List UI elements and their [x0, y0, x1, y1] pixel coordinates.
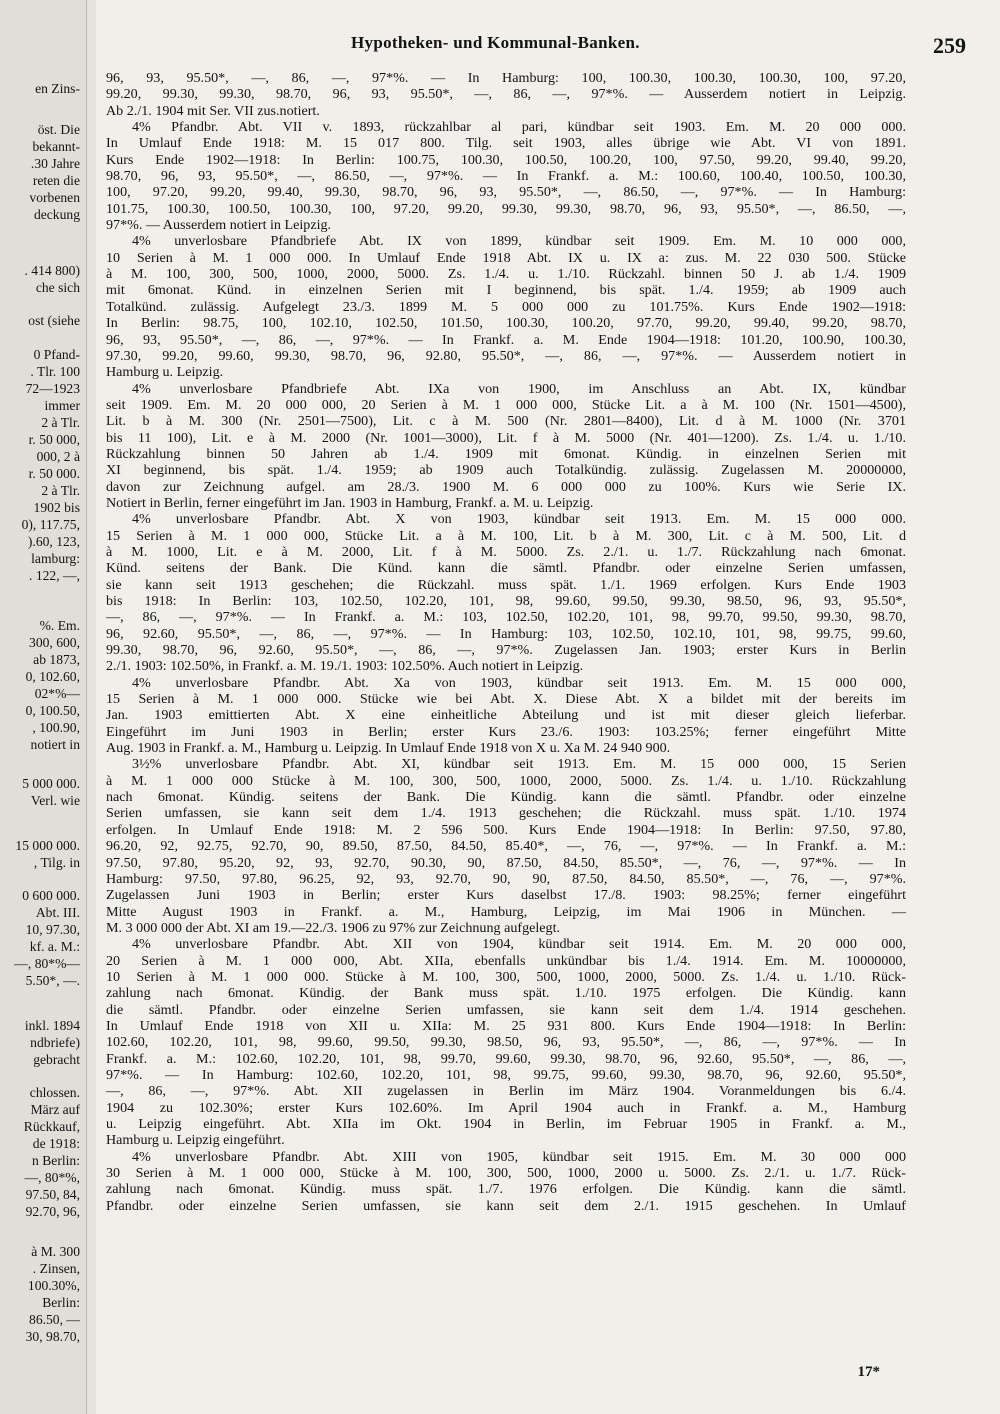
adjacent-page-edge [0, 0, 87, 1414]
text-line: 4% unverlosbare Pfandbr. Abt. XII von 1904, kündbar seit 1914. Em. M. 20 000 000, [132, 936, 906, 953]
text-line: 98.70, 96, 93, 95.50*, —, 86.50, —, 97*%. — In Frankf. a. M.: 100.60, 100.40, 100.50, 100.30, [106, 168, 906, 185]
margin-fragment: gebracht [33, 1052, 80, 1067]
margin-fragment: de 1918: [32, 1136, 80, 1151]
margin-fragment: 02*%— [34, 686, 80, 701]
text-line: 4% unverlosbare Pfandbr. Abt. Xa von 1903, kündbar seit 1913. Em. M. 15 000 000, [132, 674, 906, 691]
margin-fragment: Rückkauf, [23, 1119, 80, 1134]
margin-fragment: Berlin: [42, 1295, 80, 1310]
margin-fragment: 72—1923 [25, 381, 80, 396]
text-line: 97.30, 99.20, 99.60, 99.30, 98.70, 96, 92.80, 95.50*, —, 86, —, 97*%. — Ausserdem notiert in [106, 347, 906, 364]
margin-fragment: öst. Die [37, 122, 80, 137]
text-line: 96, 93, 95.50*, —, 86, —, 97*%. — In Hamburg: 100, 100.30, 100.30, 100.30, 100, 97.20, [106, 70, 906, 86]
margin-fragment: 5 000 000. [22, 776, 80, 791]
margin-fragment: en Zins- [35, 81, 80, 96]
text-line: 30 Serien à M. 1 000 000, Stücke à M. 100, 300, 500, 1000, 2000 u. 5000. Zs. 2./1. u. 1./7. Rück- [106, 1165, 906, 1182]
text-line: bis 11 100), Lit. e à M. 2000 (Nr. 1001—3000), Lit. f à M. 5000 (Nr. 401—1200). Zs. 1./4. u. 1./10. [106, 429, 906, 446]
text-line: 15 Serien à M. 1 000 000. Stücke wie bei Abt. X. Diese Abt. X a bildet mit der bereits im [106, 691, 906, 708]
text-line: 4% unverlosbare Pfandbr. Abt. X von 1903, kündbar seit 1913. Em. M. 15 000 000. [132, 511, 906, 528]
page-header [96, 33, 976, 59]
margin-fragment: reten die [32, 173, 80, 188]
text-line: erfolgen. In Umlauf Ende 1918: M. 2 596 500. Kurs Ende 1904—1918: In Berlin: 97.50, 97.80, [106, 821, 906, 838]
text-line: In Berlin: 98.75, 100, 102.10, 102.50, 101.50, 100.30, 100.20, 97.70, 99.20, 99.40, 99.20, 98.70, [106, 315, 906, 332]
margin-fragment: 0, 102.60, [25, 669, 80, 684]
text-line: zahlung nach 6monat. Kündig. muss spät. 1./7. 1976 erfolgen. Die Kündig. kann die sämtl. [106, 1181, 906, 1198]
margin-fragment: 5.50*, —. [25, 973, 80, 988]
margin-fragment: —, 80*%, [24, 1170, 80, 1185]
margin-fragment: 1902 bis [33, 500, 80, 515]
text-line: Ab 2./1. 1904 mit Ser. VII zus.notiert. [106, 102, 320, 119]
margin-fragment: 15 000 000. [15, 838, 80, 853]
margin-fragment: —, 80*%— [14, 956, 80, 971]
text-line: 99.20, 99.30, 99.30, 98.70, 96, 93, 95.50*, —, 86, —, 97*%. — Ausserdem notiert in Leipzig. [106, 86, 906, 103]
text-line: Künd. seitens der Bank. Die Künd. kann die sämtl. Pfandbr. oder einzelne Serien umfassen, [106, 560, 906, 577]
text-line: seit 1909. Em. M. 20 000 000, 20 Serien à M. 1 000 000, Stücke Lit. a à M. 100 (Nr. 1501—4500), [106, 396, 906, 413]
text-line: 1904 zu 102.30%; erster Kurs 102.60%. Im April 1904 auch in Frankf. a. M., Hamburg [106, 1099, 906, 1116]
text-line: 101.75, 100.30, 100.50, 100.30, 100, 97.20, 99.20, 99.30, 99.30, 98.70, 96, 93, 95.50*, —, 86.50, —, [106, 200, 906, 217]
margin-fragment: ab 1873, [33, 652, 80, 667]
text-line: M. 3 000 000 der Abt. XI am 19.—22./3. 1906 zu 97% zur Zeichnung aufgelegt. [106, 919, 561, 936]
margin-fragment: n Berlin: [32, 1153, 80, 1168]
text-line: 96.20, 92, 92.75, 92.70, 90, 89.50, 87.50, 84.50, 85.40*, —, 76, —, 97*%. — In Frankf. a. M.: [106, 838, 906, 855]
running-title: Hypotheken- und Kommunal-Banken. [351, 33, 640, 52]
margin-fragment: 0, 100.50, [25, 703, 80, 718]
margin-fragment: 000, 2 à [36, 449, 80, 464]
text-line: 4% unverlosbare Pfandbr. Abt. XIII von 1905, kündbar seit 1915. Em. M. 30 000 000 [132, 1148, 906, 1165]
text-line: Hamburg: 97.50, 97.80, 96.25, 92, 93, 92.70, 90, 90, 87.50, 84.50, 85.50*, —, 76, —, 97*%. [106, 870, 906, 887]
margin-fragment: chlossen. [29, 1085, 80, 1100]
text-line: —, 86, —, 97*%. Abt. XII zugelassen in Berlin im März 1904. Voranmeldungen bis 6./4. [106, 1083, 906, 1100]
text-line: Zugelassen Juni 1903 in Berlin; erster Kurs daselbst 17./8. 1903: 98.25%; ferner eingeführt [106, 887, 906, 904]
margin-fragment: . Zinsen, [32, 1261, 80, 1276]
margin-fragment: 10, 97.30, [25, 922, 80, 937]
margin-fragment: deckung [33, 207, 80, 222]
text-line: zahlung nach 6monat. Kündig. der Bank muss spät. 1./10. 1975 erfolgen. Die Kündig. kann [106, 985, 906, 1002]
margin-fragment: vorbenen [29, 190, 80, 205]
text-body [106, 70, 906, 1214]
text-line: 97*%. — Ausserdem notiert in Leipzig. [106, 217, 332, 234]
margin-fragment: 86.50, — [29, 1312, 80, 1327]
margin-fragment: 0 Pfand- [33, 347, 80, 362]
text-line: à M. 1 000 000 Stücke à M. 100, 300, 500, 1000, 2000, 5000. Zs. 1./4. u. 1./10. Rückzahlung [106, 772, 906, 789]
text-line: Lit. b à M. 300 (Nr. 2501—7500), Lit. c à M. 500 (Nr. 2801—8400), Lit. d à M. 1000 (Nr. 3701 [106, 413, 906, 430]
margin-fragment: à M. 300 [31, 1244, 80, 1259]
margin-fragment: 0), 117.75, [21, 517, 80, 532]
text-line: In Umlauf Ende 1918: M. 15 017 800. Tilg. seit 1903, alles übrige wie Abt. VI von 1891. [106, 135, 906, 152]
margin-fragment: ndbriefe) [30, 1035, 80, 1050]
margin-fragment: 300, 600, [29, 635, 80, 650]
text-line: sie kann seit 1913 geschehen; die Rückzahl. muss spät. 1./1. 1969 erfolgen. Kurs Ende 1903 [106, 576, 906, 593]
margin-fragment: 0 600 000. [22, 888, 80, 903]
margin-fragment: %. Em. [39, 618, 80, 633]
text-line: 10 Serien à M. 1 000 000. In Umlauf Ende 1918 Abt. IX u. IX a: zus. M. 22 030 500. Stücke [106, 249, 906, 266]
text-line: à M. 1000, Lit. e à M. 2000, Lit. f à M. 5000. Zs. 2./1. u. 1./7. Rückzahlung nach 6monat. [106, 543, 906, 560]
margin-fragment: . Tlr. 100 [30, 364, 80, 379]
text-line: Frankf. a. M.: 102.60, 102.20, 101, 98, 99.70, 99.60, 99.30, 98.70, 96, 92.60, 95.50*, —, 86, —, [106, 1050, 906, 1067]
text-line: Hamburg u. Leipzig. [106, 364, 224, 381]
margin-fragment: 100.30%, [27, 1278, 80, 1293]
text-line: Eingeführt im Juni 1903 in Berlin; erster Kurs 23./6. 1903: 103.25%; ferner eingeführt Mitte [106, 723, 906, 740]
margin-fragment: 97.50, 84, [25, 1187, 80, 1202]
text-line: Hamburg u. Leipzig eingeführt. [106, 1132, 285, 1149]
margin-fragment: März auf [30, 1102, 80, 1117]
margin-fragment: notiert in [30, 737, 80, 752]
margin-fragment: 92.70, 96, [25, 1204, 80, 1219]
text-line: davon zur Zeichnung aufgel. am 28./3. 1900 M. 6 000 000 zu 100%. Kurs wie Serie IX. [106, 478, 906, 495]
margin-fragment: 2 à Tlr. [41, 415, 80, 430]
text-line: 97.50, 97.80, 95.20, 92, 93, 92.70, 90.30, 90, 87.50, 84.50, 85.50*, —, 76, —, 97*%. — In [106, 854, 906, 871]
margin-fragment: , 100.90, [32, 720, 80, 735]
margin-fragment: Abt. III. [35, 905, 80, 920]
text-line: 102.60, 102.20, 101, 98, 99.60, 99.50, 99.30, 98.50, 96, 93, 95.50*, —, 86, —, 97*%. — In [106, 1034, 906, 1051]
margin-fragment: lamburg: [31, 551, 80, 566]
text-line: 4% Pfandbr. Abt. VII v. 1893, rückzahlbar al pari, kündbar seit 1903. Em. M. 20 000 000. [132, 119, 906, 136]
text-line: Notiert in Berlin, ferner eingeführt im Jan. 1903 in Hamburg, Frankf. a. M. u. Leipzig. [106, 494, 594, 511]
text-line: —, 86, —, 97*%. — In Frankf. a. M.: 103, 102.50, 102.20, 101, 98, 99.70, 99.50, 99.30, 98.70, [106, 609, 906, 626]
document-page [96, 0, 1000, 1414]
margin-fragment: . 414 800) [24, 263, 80, 278]
text-line: In Umlauf Ende 1918 von XII u. XIIa: M. 25 931 800. Kurs Ende 1904—1918: In Berlin: [106, 1017, 906, 1034]
text-line: u. Leipzig eingeführt. Abt. XIIa im Okt. 1904 in Berlin, im Februar 1905 in Frankf. a. M., [106, 1116, 906, 1132]
margin-fragment: r. 50 000, [28, 432, 80, 447]
margin-fragment: r. 50 000. [28, 466, 80, 481]
text-line: 97*%. — In Hamburg: 102.60, 102.20, 101, 98, 99.75, 99.60, 99.30, 98.70, 96, 92.60, 95.50*, [106, 1066, 906, 1083]
margin-fragment: 30, 98.70, [25, 1329, 80, 1344]
page-number: 259 [933, 33, 966, 58]
margin-fragment: . 122, —, [29, 568, 80, 583]
text-line: Pfandbr. oder einzelne Serien umfassen, sie kann seit dem 2./1. 1915 geschehen. In Umlauf [106, 1197, 906, 1214]
text-line: 100, 97.20, 99.20, 99.40, 99.30, 98.70, 96, 93, 95.50*, —, 86.50, —, 97*%. — In Hamburg: [106, 184, 906, 201]
text-line: 2./1. 1903: 102.50%, in Frankf. a. M. 19./1. 1903: 102.50%. Auch notiert in Leipzig. [106, 658, 584, 675]
margin-fragment: .30 Jahre [30, 156, 80, 171]
margin-fragment: kf. a. M.: [29, 939, 80, 954]
text-line: Jan. 1903 emittierten Abt. X eine einheitliche Abteilung und ist mit dieser gleich lieferbar. [106, 707, 906, 724]
margin-fragment: immer [44, 398, 80, 413]
text-line: 99.30, 98.70, 96, 92.60, 95.50*, —, 86, —, 97*%. Zugelassen Jan. 1903; erster Kurs in Berlin [106, 642, 906, 659]
text-line: 96, 93, 95.50*, —, 86, —, 97*%. — In Frankf. a. M. Ende 1904—1918: 101.20, 100.90, 100.30, [106, 331, 906, 348]
text-line: à M. 100, 300, 500, 1000, 2000, 5000. Zs. 1./4. u. 1./10. Rückzahl. binnen 50 J. ab 1./4. 1909 [106, 266, 906, 283]
margin-fragment: 2 à Tlr. [41, 483, 80, 498]
text-line: die sämtl. Pfandbr. oder einzelne Serien umfassen, sie kann seit dem 1./4. 1914 geschehen. [106, 1001, 906, 1018]
text-line: Rückzahlung binnen 50 Jahren ab 1./4. 1909 mit 6monat. Kündig. in einzelnen Serien mit [106, 445, 906, 462]
text-line: 20 Serien à M. 1 000 000, Abt. XIIa, ebenfalls unkündbar bis 1./4. 1914. Em. M. 10000000, [106, 952, 906, 969]
text-line: 10 Serien à M. 1 000 000. Stücke à M. 100, 300, 500, 1000, 2000, 5000. Zs. 1./4. u. 1./10. Rück- [106, 968, 906, 985]
text-line: 15 Serien à M. 1 000 000, Stücke Lit. a à M. 100, Lit. b à M. 300, Lit. c à M. 500, Lit. d [106, 527, 906, 544]
text-line: Mitte August 1903 in Frankf. a. M., Hamburg, Leipzig, im Mai 1906 in München. — [106, 903, 906, 920]
signature-mark: 17* [857, 1364, 880, 1380]
margin-fragment: ost (siehe [28, 313, 80, 328]
text-line: Serien umfassen, sie kann seit dem 1./4. 1913 geschehen; die Rückzahl. muss spät. 1./10. 1974 [106, 805, 906, 822]
text-line: Totalkünd. zulässig. Aufgelegt 23./3. 1899 M. 5 000 000 zu 101.75%. Kurs Ende 1902—1918: [106, 298, 906, 315]
margin-fragment: che sich [35, 280, 80, 295]
text-line: 4% unverlosbare Pfandbriefe Abt. IX von 1899, kündbar seit 1909. Em. M. 10 000 000, [132, 233, 906, 250]
text-line: XI beginnend, bis spät. 1./4. 1959; ab 1909 auch Totalkündig. zulässig. Zugelassen M. 20000000, [106, 462, 906, 479]
margin-fragment: bekannt- [32, 139, 80, 154]
text-line: Aug. 1903 in Frankf. a. M., Hamburg u. Leipzig. In Umlauf Ende 1918 von X u. Xa M. 24 940 900. [106, 740, 671, 757]
margin-fragment: inkl. 1894 [24, 1018, 80, 1033]
text-line: bis 1918: In Berlin: 103, 102.50, 102.20, 101, 98, 99.60, 99.50, 99.30, 98.50, 96, 93, 95.50*, [106, 593, 906, 609]
margin-fragment: Verl. wie [30, 793, 80, 808]
margin-fragment: ).60, 123, [27, 534, 80, 549]
margin-fragment: , Tilg. in [33, 855, 80, 870]
text-line: 4% unverlosbare Pfandbriefe Abt. IXa von 1900, im Anschluss an Abt. IX, kündbar [132, 380, 906, 397]
text-line: mit 6monat. Künd. in einzelnen Serien mit I beginnend, bis spät. 1./4. 1959; ab 1909 auch [106, 282, 906, 299]
text-line: 96, 92.60, 95.50*, —, 86, —, 97*%. — In Hamburg: 103, 102.50, 102.10, 101, 98, 99.75, 99.60, [106, 625, 906, 642]
text-line: 3½% unverlosbare Pfandbr. Abt. XI, kündbar seit 1913. Em. M. 15 000 000, 15 Serien [132, 756, 906, 773]
text-line: Kurs Ende 1902—1918: In Berlin: 100.75, 100.30, 100.50, 100.20, 100, 97.50, 99.20, 99.40, 99.20, [106, 151, 906, 168]
text-line: nach 6monat. Kündig. seitens der Bank. Die Kündig. kann die sämtl. Pfandbr. oder einzelne [106, 789, 906, 806]
